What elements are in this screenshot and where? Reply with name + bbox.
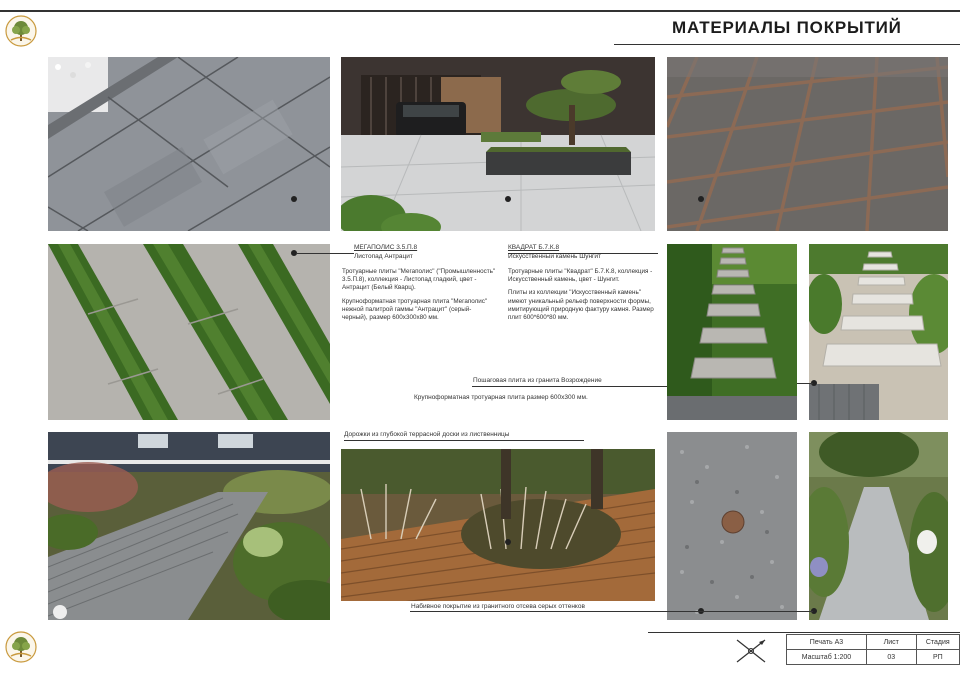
kvadrat-paragraph-2: Плиты из коллекции "Искусственный камень" имеют уникальный рельеф поверхности формы, имитирующий природную фактуру камня. Размер плит 600*600*80 мм.	[508, 289, 654, 322]
kvadrat-subtitle: Искусственный камень Шунгит	[508, 253, 602, 260]
logo-bottom	[4, 630, 38, 664]
marker-dot	[291, 196, 297, 202]
stamp-sheet-value: 03	[866, 650, 916, 665]
bottom-frame-line	[648, 632, 960, 633]
marker-dot	[505, 196, 511, 202]
granite-caption: Пошаговая плита из гранита Возрождение	[473, 377, 602, 384]
marker-dot	[505, 539, 511, 545]
page-title: МАТЕРИАЛЫ ПОКРЫТИЙ	[672, 18, 902, 37]
megapolis-subtitle: Листопад Антрацит	[354, 253, 413, 260]
kvadrat-title: КВАДРАТ Б.7.К.8	[508, 244, 560, 251]
megapolis-paragraph-1: Тротуарные плиты "Мегаполис" ("Промышленность" 3.5.П.8), коллекция - Листопад гладкий, цвет - Антрацит (Белый Кварц).	[342, 268, 496, 292]
leader-line	[410, 611, 813, 612]
stamp-stage-label: Стадия	[916, 635, 959, 650]
photo-pavers-gravel	[809, 244, 948, 420]
kvadrat-description	[508, 268, 658, 327]
photo-house-planter	[341, 57, 655, 231]
photo-decking-grasses	[341, 449, 655, 601]
stamp-stage-value: РП	[916, 650, 959, 665]
marker-dot	[698, 196, 704, 202]
leader-line	[344, 440, 584, 441]
megapolis-paragraph-2: Крупноформатная тротуарная плита "Мегаполис" нежной палитрой гаммы "Антрацит" (серый-черный), размер 600х300х80 мм.	[342, 297, 488, 322]
leader-line	[472, 386, 667, 387]
logo-top	[4, 14, 38, 48]
top-frame-line	[0, 10, 960, 12]
photo-granite-stepping-stones	[667, 244, 797, 420]
photo-decking-path	[48, 432, 330, 620]
megapolis-description	[342, 268, 497, 327]
stamp-scale-label: Масштаб 1:200	[787, 650, 867, 665]
decking-caption: Дорожки из глубокой террасной доски из лиственницы	[344, 431, 510, 438]
photo-pavers-grass-stripes	[48, 244, 330, 420]
leader-line	[296, 253, 354, 254]
stamp-print-label: Печать А3	[787, 635, 867, 650]
photo-gravel-path	[809, 432, 948, 620]
title-underline	[614, 44, 960, 45]
photo-kvadrat-pavers	[667, 57, 948, 231]
title-block	[786, 634, 960, 665]
photo-megapolis-pavers	[48, 57, 330, 231]
large-format-caption: Крупноформатная тротуарная плита размер 600х300 мм.	[414, 394, 588, 401]
north-arrow-icon	[733, 636, 769, 666]
stamp-sheet-label: Лист	[866, 635, 916, 650]
kvadrat-paragraph-1: Тротуарные плиты "Квадрат" Б.7.К.8, коллекция - Искусственный камень, цвет - Шунгит.	[508, 268, 653, 284]
gravel-caption: Набивное покрытие из гранитного отсева серых оттенков	[411, 603, 585, 610]
photo-gravel-closeup	[667, 432, 797, 620]
megapolis-title: МЕГАПОЛИС 3.5.П.8	[354, 244, 418, 251]
leader-line	[797, 383, 813, 384]
